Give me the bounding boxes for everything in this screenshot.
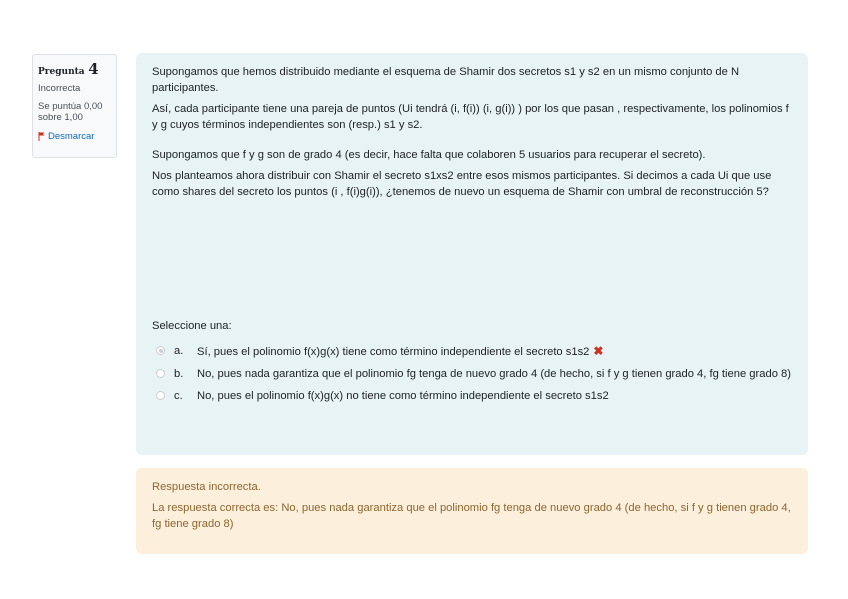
answer-text-c: No, pues el polinomio f(x)g(x) no tiene como término independiente el secreto s1s2 [197,390,609,402]
flag-icon [38,132,45,141]
question-text-1: Supongamos que hemos distribuido mediante el esquema de Shamir dos secretos s1 y s2 en un mismo conjunto de N participantes. [152,66,740,94]
answer-text-a: Sí, pues el polinomio f(x)g(x) tiene como término independiente el secreto s1s2 [197,346,590,358]
question-number-value: 4 [88,60,99,78]
question-state: Incorrecta [38,83,81,94]
feedback-status: Respuesta incorrecta. [152,481,261,493]
question-formulation [136,53,808,455]
answer-option-c[interactable] [156,388,794,404]
answer-option-a[interactable] [156,343,794,360]
correct-answer-text: La respuesta correcta es: No, pues nada garantiza que el polinomio fg tenga de nuevo grado 4 (de hecho, si f y g tienen grado 4, fg tiene grado 8) [152,502,791,530]
question-label: Pregunta [38,67,85,77]
answer-text-b: No, pues nada garantiza que el polinomio fg tenga de nuevo grado 4 (de hecho, si f y g tienen grado 4, fg tiene grado 8) [197,368,791,380]
answer-prompt: Seleccione una: [152,320,232,332]
incorrect-icon: ✖ [593,344,604,358]
radio-button-a[interactable] [156,346,165,355]
radio-button-c[interactable] [156,391,165,400]
answer-letter: b. [174,368,184,380]
question-text-2: Así, cada participante tiene una pareja de puntos (Ui tendrá (i, f(i)) (i, g(i)) ) por los que pasan , respectivamente, los polinomios f y g cuyos términos independientes son (resp.) s1 y s2. [152,103,789,131]
feedback-panel [136,468,808,554]
question-info-panel [32,54,117,158]
unflag-label: Desmarcar [48,131,95,142]
question-number [38,60,112,78]
unflag-link[interactable] [38,131,112,142]
answer-option-b[interactable] [156,366,794,382]
answer-letter: c. [174,390,183,402]
answer-text [197,343,794,360]
question-grade: Se puntúa 0,00 sobre 1,00 [38,101,103,123]
answer-options [156,343,794,410]
answer-letter: a. [174,345,184,357]
question-text-4: Nos planteamos ahora distribuir con Shamir el secreto s1xs2 entre esos mismos participantes. Si decimos a cada Ui que use como shares del secreto los puntos (i , f(i)g(i)), ¿tenemos de nuevo un esquema de Shamir con umbral de reconstrucción 5? [152,170,772,198]
radio-button-b[interactable] [156,369,165,378]
question-text-3: Supongamos que f y g son de grado 4 (es decir, hace falta que colaboren 5 usuarios para recuperar el secreto). [152,149,706,161]
